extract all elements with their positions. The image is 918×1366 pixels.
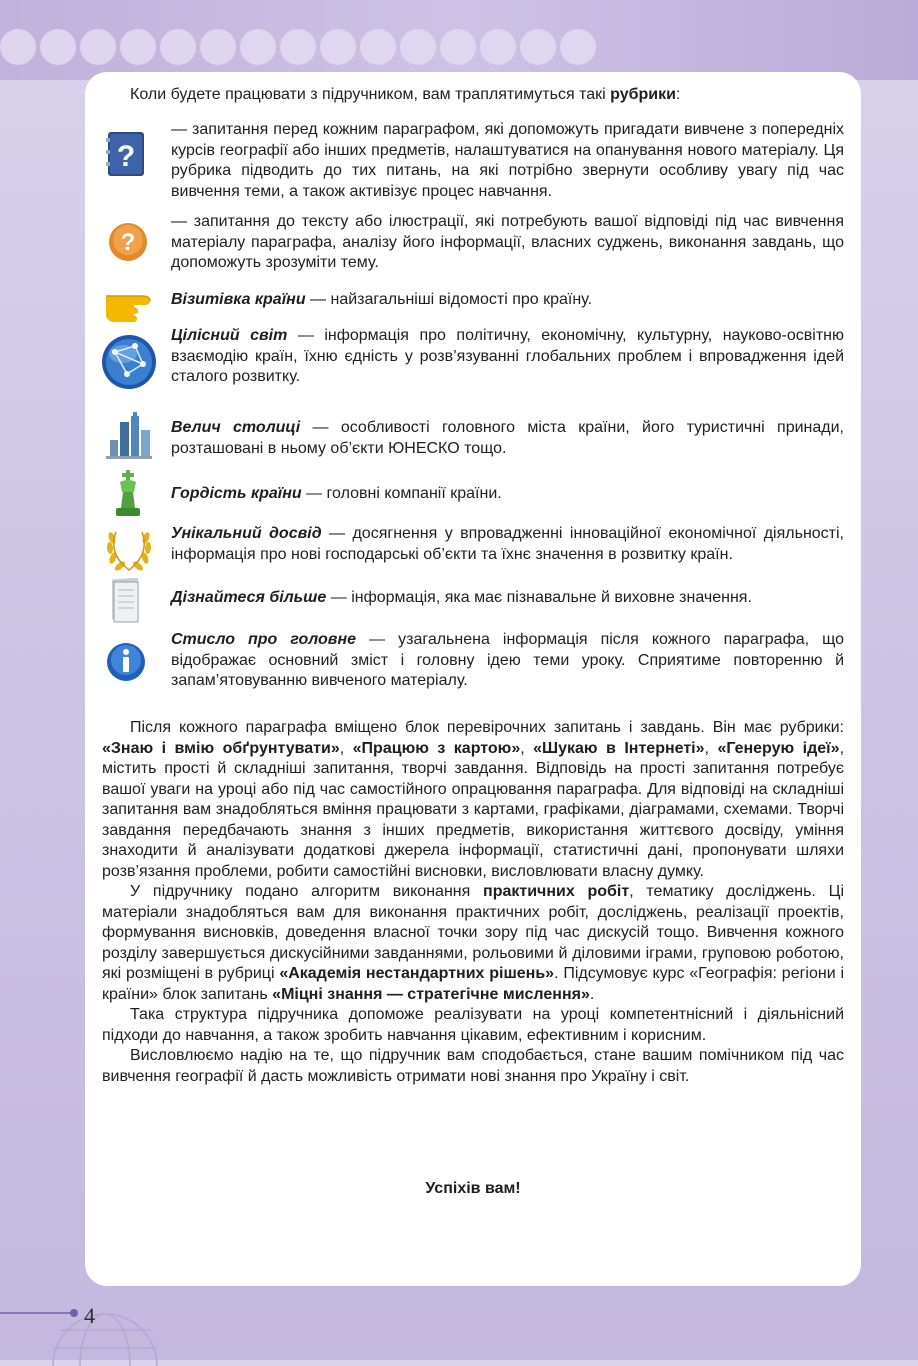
- rubric-title: Стисло про головне: [171, 631, 357, 648]
- main-text: [102, 718, 844, 1087]
- header-band: [0, 0, 918, 80]
- rubric-title: Дізнайтеся більше: [171, 589, 327, 606]
- rubric-line: [171, 484, 844, 505]
- closing-line: Успіхів вам!: [425, 1180, 521, 1197]
- bold-text: «Працюю з картою»: [352, 739, 521, 757]
- text: ,: [704, 739, 718, 757]
- info-icon: [104, 638, 156, 690]
- bold-text: «Міцні знання — стратегічне мислення»: [272, 985, 590, 1003]
- globe-network-icon: [101, 334, 157, 390]
- rubric-line: [171, 290, 844, 311]
- rubric-text: — досягнення у впровадженні інноваційної економічної діяльності, інформація про нові господарські об’єкти та їхнє значення в розвитку країн.: [171, 525, 845, 563]
- decorative-dots: [0, 22, 918, 72]
- rubric-text: — особливості головного міста країни, його туристичні принади, розташовані в ньому об’єкти ЮНЕСКО тощо.: [171, 419, 845, 457]
- rubric-text: — головні компанії країни.: [301, 485, 502, 502]
- bold-text: «Шукаю в Інтернеті»: [533, 739, 705, 757]
- intro-text: Коли будете працювати з підручником, вам траплятимуться такі: [130, 86, 611, 103]
- bold-text: практичних робіт: [483, 883, 630, 900]
- rubric-text: — інформація про політичну, економічну, культурну, науково-освітню взаємодію країн, їхню єдність у розв’язуванні глобальних проблем і впровадження ідей сталого розвитку.: [171, 327, 844, 385]
- bold-text: «Генерую ідеї»: [717, 739, 840, 757]
- text: , містить прості й складніші запитання, творчі завдання. Відповідь на прості запитання потребує вашої уваги на уроці або під час самостійного опрацювання параграфа. Для відповіді на складніші запитання вам знадобляться вміння працювати з картами, графіками, діаграмами, схемами. Творчі завдання передбачають знання з інших предметів, використання життєвого досвіду, уміння знаходити й аналізувати додаткові джерела інформації, статистичні дані, пропонувати шляхи розв’язання проблеми, робити самостійні висновки, висловлювати власну думку.: [102, 739, 845, 880]
- rubric-text: — узагальнена інформація після кожного параграфа, що відображає основний зміст і головну ідею теми уроку. Сприятиме повторенню й запам’ятовуванню вивченого матеріалу.: [171, 631, 845, 689]
- rubric-line: [171, 524, 844, 565]
- text: У підручнику подано алгоритм виконання: [130, 883, 484, 900]
- rubric-line: [171, 326, 844, 388]
- rubric-title: Велич столиці: [171, 419, 301, 436]
- chess-king-icon: [104, 470, 156, 522]
- paragraph: Така структура підручника допоможе реалізувати на уроці компетентнісний і діяльнісний підходи до навчання, а також зробить навчання цікавим, ефективним і корисним.: [102, 1006, 844, 1044]
- text: .: [589, 985, 595, 1003]
- rubric-line: [171, 418, 844, 459]
- paragraph: [102, 718, 844, 882]
- rubric-title: Візитівка країни: [171, 291, 306, 308]
- rubric-text: — запитання до тексту або ілюстрації, які потребують вашої відповіді під час вивчення матеріалу параграфа, аналізу його інформації, власних суджень, виконання завдань, що допоможуть зрозуміти тему.: [171, 213, 844, 271]
- svg-text:?: ?: [116, 140, 136, 173]
- bold-text: «Знаю і вмію обґрунтувати»: [102, 739, 340, 757]
- intro-line: [130, 84, 850, 105]
- page-marker: [0, 1306, 80, 1320]
- intro-end: :: [675, 86, 681, 103]
- rubric-title: Гордість країни: [171, 485, 302, 502]
- open-book-icon: [104, 578, 156, 630]
- bold-text: «Академія нестандартних рішень»: [279, 965, 555, 982]
- rubric-text: — запитання перед кожним параграфом, які допоможуть пригадати вивчене з попередніх курсів географії або інших предметів, налаштуватися на опанування нового матеріалу. Ця рубрика підводить до тих питань, на які потрібно звернути особливу увагу під час вивчення теми, а також активізує процес навчання.: [171, 121, 844, 200]
- text: Після кожного параграфа вміщено блок перевірочних запитань і завдань. Він має рубрики:: [130, 719, 844, 736]
- text: ,: [520, 739, 534, 757]
- city-skyline-icon: [104, 410, 156, 462]
- rubric-title: Цілісний світ: [171, 327, 288, 344]
- rubric-text: — найзагальніші відомості про країну.: [305, 291, 593, 308]
- svg-text:?: ?: [120, 229, 136, 256]
- intro-bold: рубрики: [610, 86, 676, 103]
- rubric-line: [171, 588, 844, 609]
- question-circle-icon: [104, 220, 156, 272]
- paragraph: Висловлюємо надію на те, що підручник вам сподобається, стане вашим помічником під час вивчення географії й дасть можливість отримати нові знання про Україну і світ.: [102, 1047, 844, 1085]
- page-number: 4: [84, 1303, 95, 1328]
- laurel-wreath-icon: [104, 524, 156, 576]
- text: , тематику досліджень. Ці матеріали знадобляться вам для виконання практичних робіт, досліджень, реалізації проектів, формування висновків, доведення власної точки зору під час дискусій тощо. Вивчення кожного розділу завершується дискусійними завданнями, рольовими й діловими іграми, груповою роботою, які розміщені в рубриці: [102, 883, 845, 982]
- text: . Підсумовує курс «Географія: регіони і країни» блок запитань: [102, 965, 845, 1003]
- pointing-hand-icon: [104, 286, 156, 338]
- rubric-text: — інформація, яка має пізнавальне й виховне значення.: [326, 589, 752, 606]
- rubric-title: Унікальний досвід: [171, 525, 322, 542]
- text: ,: [339, 739, 353, 757]
- paragraph: [102, 882, 844, 1005]
- question-book-icon: [104, 128, 156, 180]
- rubric-line: [171, 630, 844, 692]
